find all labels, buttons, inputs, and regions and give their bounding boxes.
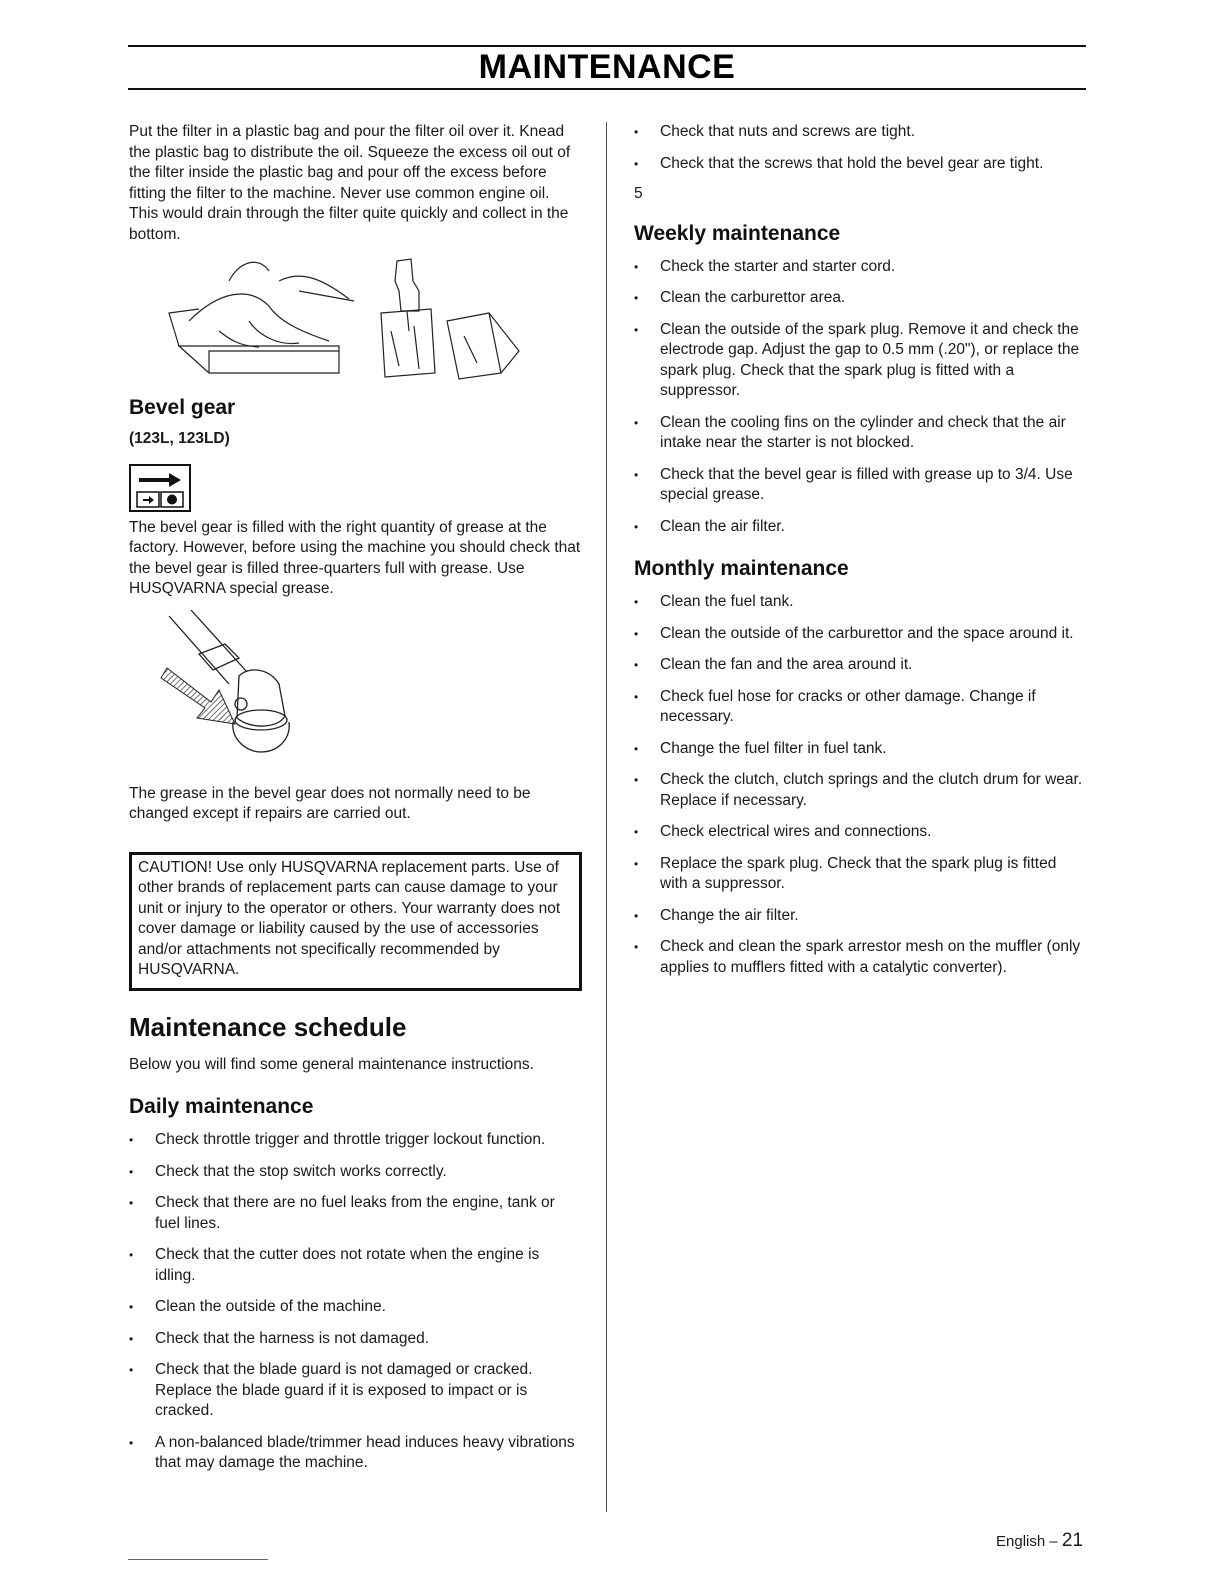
- footer-dash: –: [1049, 1533, 1058, 1550]
- list-item: • Clean the outside of the carburettor and the space around it.: [634, 624, 1086, 645]
- list-item: • Check that the screws that hold the bevel gear are tight.: [634, 154, 1086, 175]
- maintenance-symbol-icon: [129, 464, 191, 512]
- right-column: [634, 122, 1086, 989]
- list-item: • Replace the spark plug. Check that the spark plug is fitted with a suppressor.: [634, 854, 1086, 895]
- list-item: • Clean the outside of the machine.: [129, 1297, 582, 1318]
- daily-maintenance-heading: Daily maintenance: [129, 1095, 314, 1118]
- list-item: • Check that the stop switch works correctly.: [129, 1162, 582, 1183]
- stray-number: 5: [634, 185, 643, 202]
- bevel-gear-heading: Bevel gear: [129, 396, 236, 419]
- list-item: • Clean the fuel tank.: [634, 592, 1086, 613]
- caution-box: [129, 852, 582, 991]
- monthly-maintenance-list: [634, 592, 1086, 978]
- list-item: • Check electrical wires and connections.: [634, 822, 1086, 843]
- filter-oil-paragraph: Put the filter in a plastic bag and pour the filter oil over it. Knead the plastic bag to distribute the oil. Squeeze the excess oil out of the filter inside the plastic bag and pour off the excess before fitting the filter to the machine. Never use common engine oil. This would drain through the filter quite quickly and collect in the bottom.: [129, 123, 571, 243]
- filter-oil-illustration: [129, 251, 582, 391]
- schedule-intro: Below you will find some general maintenance instructions.: [129, 1055, 534, 1073]
- page-footer: [996, 1530, 1083, 1552]
- list-item: • Clean the cooling fins on the cylinder and check that the air intake near the starter is not blocked.: [634, 413, 1086, 454]
- header-rule-bottom: [128, 88, 1086, 90]
- footer-link-line: [128, 1559, 268, 1560]
- list-item: • Change the air filter.: [634, 906, 1086, 927]
- list-item: • Check that there are no fuel leaks from the engine, tank or fuel lines.: [129, 1193, 582, 1234]
- column-divider: [606, 122, 607, 1512]
- page-title: MAINTENANCE: [478, 48, 736, 86]
- weekly-maintenance-list: [634, 257, 1086, 538]
- list-item: • Check the clutch, clutch springs and the clutch drum for wear. Replace if necessary.: [634, 770, 1086, 811]
- weekly-maintenance-heading: Weekly maintenance: [634, 221, 841, 245]
- list-item: • Clean the carburettor area.: [634, 288, 1086, 309]
- list-item: • Clean the air filter.: [634, 517, 1086, 538]
- bevel-gear-paragraph: The bevel gear is filled with the right quantity of grease at the factory. However, before using the machine you should check that the bevel gear is filled three-quarters full with grease. Use HUSQVARNA special grease.: [129, 518, 581, 597]
- list-item: • Clean the outside of the spark plug. Remove it and check the electrode gap. Adjust the gap to 0.5 mm (.20"), or replace the spark plug. Check that the spark plug is fitted with a suppressor.: [634, 320, 1086, 402]
- list-item: • Check that the cutter does not rotate when the engine is idling.: [129, 1245, 582, 1286]
- monthly-maintenance-heading: Monthly maintenance: [634, 557, 849, 580]
- list-item: • Check and clean the spark arrestor mesh on the muffler (only applies to mufflers fitted with a catalytic converter).: [634, 937, 1086, 978]
- maintenance-schedule-heading: Maintenance schedule: [129, 1011, 407, 1042]
- page-number: 21: [1061, 1530, 1084, 1551]
- daily-maintenance-list: [129, 1130, 582, 1474]
- list-item: • Check fuel hose for cracks or other damage. Change if necessary.: [634, 687, 1086, 728]
- caution-text: CAUTION! Use only HUSQVARNA replacement parts. Use of other brands of replacement parts can cause damage to your unit or injury to the operator or others. Your warranty does not cover damage or liability caused by the use of accessories and/or attachments not specifically recommended by HUSQVARNA.: [138, 858, 561, 978]
- left-column: [129, 122, 582, 1485]
- list-item: • Check throttle trigger and throttle trigger lockout function.: [129, 1130, 582, 1151]
- bevel-gear-illustration: [129, 606, 582, 776]
- list-item: • Clean the fan and the area around it.: [634, 655, 1086, 676]
- grease-paragraph: The grease in the bevel gear does not normally need to be changed except if repairs are carried out.: [129, 784, 531, 822]
- bevel-gear-models: (123L, 123LD): [129, 430, 230, 447]
- list-item: • Change the fuel filter in fuel tank.: [634, 739, 1086, 760]
- list-item: • Check that the blade guard is not damaged or cracked. Replace the blade guard if it is exposed to impact or is cracked.: [129, 1360, 582, 1422]
- list-item: • A non-balanced blade/trimmer head induces heavy vibrations that may damage the machine.: [129, 1433, 582, 1474]
- list-item: • Check the starter and starter cord.: [634, 257, 1086, 278]
- list-item: • Check that the bevel gear is filled with grease up to 3/4. Use special grease.: [634, 465, 1086, 506]
- footer-language: English: [996, 1533, 1046, 1550]
- list-item: • Check that nuts and screws are tight.: [634, 122, 1086, 143]
- list-item: • Check that the harness is not damaged.: [129, 1329, 582, 1350]
- daily-maintenance-list-continued: [634, 122, 1086, 174]
